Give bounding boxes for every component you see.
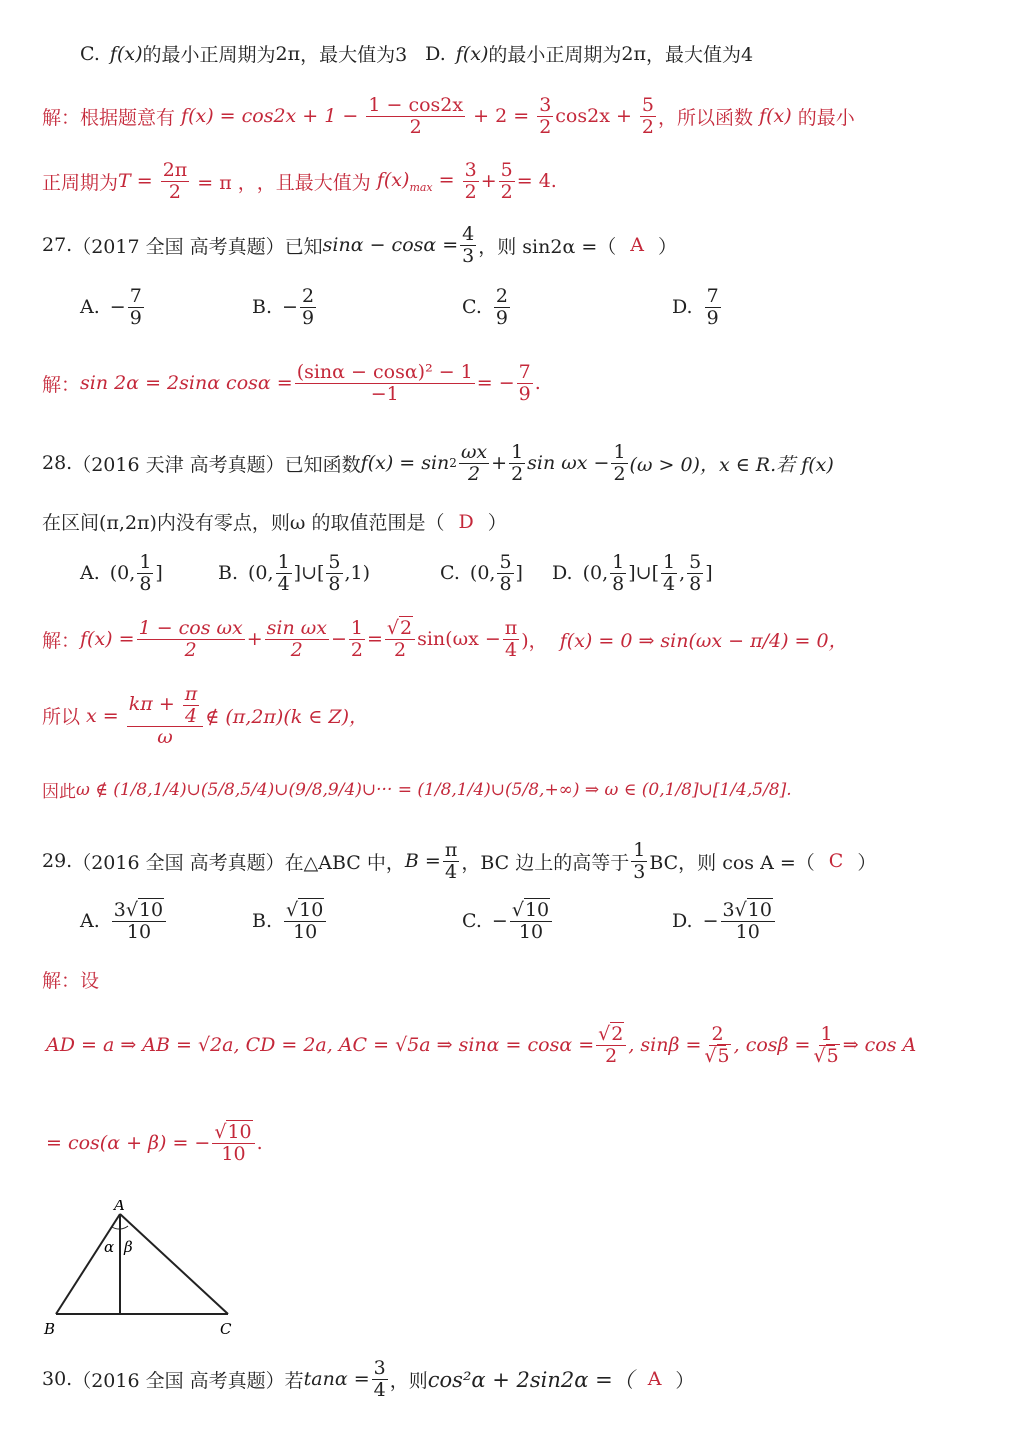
q27-option-d: D. $\frac{7}{9}$ <box>672 285 719 329</box>
alpha-label: α <box>104 1238 115 1256</box>
q27-option-b: B. − $\frac{2}{9}$ <box>252 285 315 329</box>
q27-close: ） <box>657 235 677 258</box>
q27-solution: 解： sin 2α = 2sinα cosα = $\frac{\text{(sinα − cosα)² − 1}}{-1}$ = − $\frac{7}{9}$ . <box>42 361 541 405</box>
sol26-prefix2: 正周期为 <box>42 171 119 194</box>
q28-solution-line1: 解： f(x) = $\frac{\text{1 − cos ωx}}{2}$ + $\frac{\text{sin ωx}}{2}$ − $\frac{1}{2}$ = √ $\frac{2}{2}$ sin(ωx − $\frac{\pi}{4}$ )， f(x) = 0 ⇒ sin(ωx − π/4) = 0， <box>42 618 848 660</box>
question-27 <box>42 224 677 266</box>
option-d-text-b: ，最大值为4 <box>645 44 754 66</box>
q28-option-a: A. (0, $\frac{1}{8}$ ] <box>80 551 163 595</box>
question-28: 28. （2016 天津 高考真题）已知函数 f(x) = sin 2 $\frac{\omega x}{2}$ + $\frac{1}{2}$ sin ωx − $\frac{1}{2}$ (ω > 0)，x ∈ R.若 f(x) <box>42 441 834 485</box>
option-d-period: 2π <box>621 42 646 65</box>
question-30: 30. （2016 全国 高考真题）若 tanα = $\frac{3}{4}$ ，则 cos²α + 2sin2α =（ A ） <box>42 1357 695 1401</box>
side-ab <box>56 1214 120 1314</box>
q28-option-b: B. (0, $\frac{1}{4}$ ]∪[ $\frac{5}{8}$ ,1) <box>218 551 371 595</box>
vertex-c-label: C <box>220 1320 232 1338</box>
q29-option-d: D. − $\frac{3√ 10}{10}$ <box>672 900 777 942</box>
q27-ask: ，则 sin2α =（ <box>478 235 617 258</box>
q28-solution-line3: 因此 ω ∉ (1/8,1/4)∪(5/8,5/4)∪(9/8,9/4)∪··· = (1/8,1/4)∪(5/8,+∞) ⇒ ω ∈ (0,1/8]∪[1/4,5/8]. <box>42 779 792 802</box>
q27-condition: sinα − cosα = <box>322 234 459 257</box>
q29-solution-line1: AD = a ⇒ AB = √2a, CD = 2a, AC = √5a ⇒ sinα = cosα = √ $\frac{2}{2}$ , sinβ = 2 √5 , cosβ = 1 √5 ⇒ cos A <box>46 1024 916 1066</box>
option-d-label: D. <box>425 42 446 65</box>
q29-option-c: C. − √ $\frac{10}{10}$ <box>462 900 554 942</box>
q28-option-d: D. (0, $\frac{1}{8}$ ]∪[ $\frac{1}{4}$ , $\frac{5}{8}$ ] <box>552 551 713 595</box>
sol26-prefix: 解：根据题意有 <box>42 106 176 129</box>
sol26-end: 的最小 <box>797 106 855 129</box>
q28-option-c: C. (0, $\frac{5}{8}$ ] <box>440 551 523 595</box>
solution-26-line1: 解：根据题意有 f(x) = cos2x + 1 − $\frac{1 - \cos 2x}{2}$ + 2 = $\frac{3}{2}$ cos2x + $\frac{5}{2}$ ，所以函数 f(x) 的最小 <box>42 94 855 138</box>
fx-symbol: f(x) <box>455 42 489 65</box>
triangle-figure <box>38 1200 248 1340</box>
q27-option-c: C. $\frac{2}{9}$ <box>462 285 508 329</box>
fraction: $\frac{4}{3}$ <box>462 223 475 267</box>
fraction: $\frac{3}{2}$ <box>464 159 477 203</box>
option-d-text-a: 的最小正周期为 <box>488 44 622 66</box>
fraction: $\frac{5}{2}$ <box>641 94 655 138</box>
sol26-mid: ，且最大值为 <box>256 171 371 194</box>
q28-solution-line2: 所以 x = kπ + $\frac{\pi}{4}$ ω ∉ (π,2π)(k ∈ Z)， <box>42 683 368 749</box>
q29-option-b: B. √ $\frac{10}{10}$ <box>252 900 328 942</box>
fraction: $\frac{2\pi}{2}$ <box>162 159 188 203</box>
fraction: $\frac{3}{2}$ <box>539 94 552 138</box>
option-c-period: 2π <box>275 42 301 65</box>
fraction: $\frac{5}{2}$ <box>500 159 513 203</box>
option-c-text-b: ，最大值为3 <box>300 44 408 66</box>
option-c-text-a: 的最小正周期为 <box>142 44 276 66</box>
vertex-b-label: B <box>44 1320 56 1338</box>
sol26-suffix: ，所以函数 <box>658 106 754 129</box>
question-29: 29. （2016 全国 高考真题）在△ABC 中， B = $\frac{\pi}{4}$ ，BC 边上的高等于 $\frac{1}{3}$ BC，则 cos A =（ C ） <box>42 839 877 883</box>
beta-label: β <box>124 1238 133 1256</box>
q29-solution-line2: = cos(α + β) = − √ $\frac{10}{10}$ . <box>46 1122 263 1164</box>
q28-line2: 在区间(π,2π)内没有零点，则ω 的取值范围是（ D ） <box>42 510 507 534</box>
fx-symbol: f(x) <box>109 42 143 65</box>
q29-option-a: A. $\frac{3√ 10}{10}$ <box>80 900 168 942</box>
q27-answer: A <box>630 234 644 257</box>
solution-26-line2: 正周期为 T = $\frac{2\pi}{2}$ = π ， ，且最大值为 $f(x)_{max}$ = $\frac{3}{2}$ + $\frac{5}{2}$ = 4. <box>42 159 557 203</box>
option-row-cd <box>80 40 753 67</box>
option-c-label: C. <box>80 42 100 65</box>
q27-number: 27. <box>42 234 73 257</box>
side-ac <box>120 1214 228 1314</box>
sol26-end2: = 4. <box>516 170 557 193</box>
q27-option-a: A. − $\frac{7}{9}$ <box>80 285 142 329</box>
fx-symbol: f(x) = cos2x + 1 − <box>175 105 365 128</box>
q29-solution-label: 解：设 <box>42 970 100 992</box>
fraction: $\frac{1 - \cos 2x}{2}$ <box>368 94 464 138</box>
q27-source: （2017 全国 高考真题）已知 <box>72 235 323 258</box>
vertex-a-label: A <box>114 1200 125 1214</box>
